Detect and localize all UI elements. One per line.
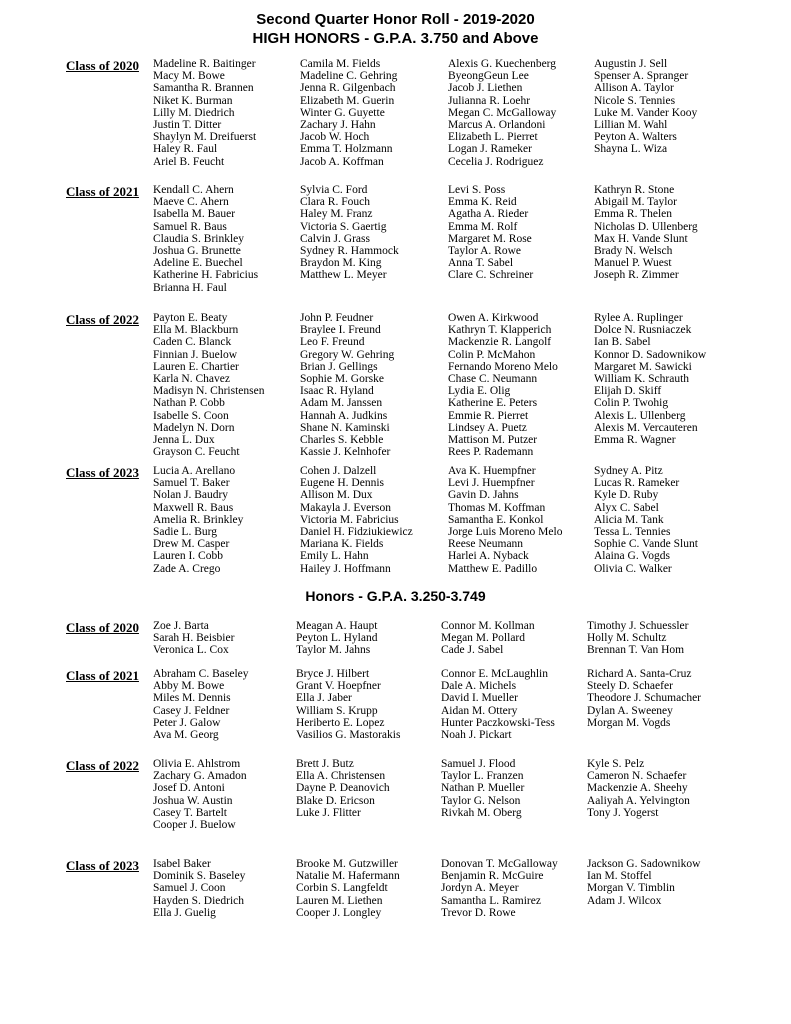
- student-name: Allison M. Dux: [300, 489, 373, 502]
- class-label: Class of 2020: [66, 58, 139, 73]
- student-name: Emma R. Thelen: [594, 208, 673, 221]
- student-name: Max H. Vande Slunt: [594, 232, 688, 245]
- name-column: [448, 465, 562, 575]
- student-name: Richard A. Santa-Cruz: [587, 668, 692, 680]
- student-name: Nolan J. Baudry: [153, 489, 229, 502]
- student-name: Madeline R. Baitinger: [153, 58, 256, 70]
- student-name: Haley M. Franz: [300, 208, 373, 221]
- student-name: Brian J. Gellings: [300, 360, 378, 373]
- student-name: Kyle D. Ruby: [594, 489, 659, 502]
- student-name: Mariana K. Fields: [300, 538, 384, 551]
- student-name: Benjamin R. McGuire: [441, 870, 544, 883]
- student-name: Nathan P. Mueller: [441, 782, 525, 795]
- student-name: Levi J. Huempfner: [448, 477, 535, 490]
- student-name: Chase C. Neumann: [448, 373, 538, 386]
- student-name: Josef D. Antoni: [153, 782, 225, 795]
- honors-heading: Honors - G.P.A. 3.250-3.749: [305, 588, 486, 604]
- student-name: Katherine E. Peters: [448, 397, 538, 410]
- name-column: [296, 620, 377, 657]
- student-name: Veronica L. Cox: [153, 644, 229, 657]
- student-name: Clare C. Schreiner: [448, 269, 534, 282]
- student-name: Sydney A. Pitz: [594, 465, 663, 477]
- student-name: Amelia R. Brinkley: [153, 513, 244, 526]
- student-name: Drew M. Casper: [153, 538, 230, 551]
- student-name: Ella J. Guelig: [153, 906, 216, 919]
- student-name: Shayna L. Wiza: [594, 143, 668, 156]
- student-name: Katherine H. Fabricius: [153, 269, 259, 282]
- student-name: Camila M. Fields: [300, 58, 381, 70]
- student-name: Maeve C. Ahern: [153, 196, 229, 209]
- student-name: William S. Krupp: [296, 704, 378, 717]
- student-name: Caden C. Blanck: [153, 336, 232, 349]
- student-name: Kyle S. Pelz: [587, 758, 645, 770]
- student-name: Justin T. Ditter: [153, 119, 222, 132]
- student-name: Dylan A. Sweeney: [587, 704, 673, 717]
- student-name: Matthew E. Padillo: [448, 562, 538, 575]
- student-name: Allison A. Taylor: [594, 82, 674, 95]
- student-name: Morgan M. Vogds: [587, 716, 671, 729]
- student-name: Donovan T. McGalloway: [441, 858, 558, 870]
- student-name: Macy M. Bowe: [153, 70, 225, 83]
- student-name: Ariel B. Feucht: [153, 155, 225, 168]
- student-name: Abraham C. Baseley: [153, 668, 249, 680]
- student-name: Grayson C. Feucht: [153, 446, 240, 459]
- student-name: Lauren M. Liethen: [296, 894, 383, 907]
- student-name: Niket K. Burman: [153, 94, 233, 107]
- student-name: Blake D. Ericson: [296, 794, 375, 807]
- student-name: Lucia A. Arellano: [153, 465, 236, 477]
- student-name: Brett J. Butz: [296, 758, 354, 770]
- student-name: Tony J. Yogerst: [587, 806, 659, 819]
- student-name: Luke M. Vander Kooy: [594, 106, 698, 119]
- student-name: Joshua W. Austin: [153, 794, 233, 807]
- document-title: Second Quarter Honor Roll - 2019-2020: [256, 11, 535, 28]
- student-name: Isabelle S. Coon: [153, 409, 229, 422]
- student-name: Colin P. Twohig: [594, 397, 669, 410]
- student-name: Samuel J. Flood: [441, 758, 516, 770]
- student-name: Mackenzie R. Langolf: [448, 336, 552, 349]
- student-name: Dominik S. Baseley: [153, 870, 246, 883]
- student-name: Dale A. Michels: [441, 680, 517, 693]
- student-name: Dayne P. Deanovich: [296, 782, 390, 795]
- student-name: Zoe J. Barta: [153, 620, 209, 632]
- name-column: [441, 758, 524, 819]
- student-name: Clara R. Fouch: [300, 196, 370, 209]
- student-name: Madelyn N. Dorn: [153, 421, 235, 434]
- class-label: Class of 2023: [66, 465, 139, 480]
- student-name: Taylor L. Franzen: [441, 770, 524, 783]
- student-name: Peter J. Galow: [153, 716, 221, 729]
- student-name: Sophie M. Gorske: [300, 373, 385, 386]
- class-label: Class of 2022: [66, 312, 139, 327]
- student-name: Luke J. Flitter: [296, 806, 361, 819]
- student-name: Peyton L. Hyland: [296, 632, 378, 645]
- student-name: Alexis G. Kuechenberg: [448, 58, 557, 70]
- student-name: Bryce J. Hilbert: [296, 668, 370, 680]
- student-name: Lydia E. Olig: [448, 385, 511, 398]
- student-name: Lauren E. Chartier: [153, 360, 239, 373]
- student-name: Madeline C. Gehring: [300, 70, 398, 83]
- student-name: Megan C. McGalloway: [448, 106, 557, 119]
- student-name: Hunter Paczkowski-Tess: [441, 716, 555, 729]
- student-name: Matthew L. Meyer: [300, 269, 387, 282]
- student-name: Jackson G. Sadownikow: [587, 858, 701, 870]
- student-name: Ian M. Stoffel: [587, 870, 652, 883]
- student-name: Sarah H. Beisbier: [153, 632, 235, 645]
- student-name: Anna T. Sabel: [448, 257, 514, 270]
- name-column: [594, 465, 698, 575]
- name-column: [300, 312, 394, 458]
- class-label: Class of 2022: [66, 758, 139, 773]
- name-column: [441, 668, 555, 741]
- student-name: Taylor G. Nelson: [441, 794, 521, 807]
- student-name: Alexis M. Vercauteren: [594, 421, 698, 434]
- student-name: Samantha E. Konkol: [448, 513, 544, 526]
- student-name: Jacob W. Hoch: [300, 131, 370, 144]
- student-name: Kathryn T. Klapperich: [448, 324, 552, 337]
- student-name: Owen A. Kirkwood: [448, 312, 539, 324]
- name-column: [153, 668, 249, 741]
- student-name: Victoria M. Fabricius: [300, 513, 399, 526]
- student-name: Timothy J. Schuessler: [587, 620, 689, 632]
- student-name: Joseph R. Zimmer: [594, 269, 679, 282]
- name-column: [153, 858, 245, 919]
- student-name: Margaret M. Sawicki: [594, 360, 692, 373]
- class-label: Class of 2020: [66, 620, 139, 635]
- student-name: Adeline E. Buechel: [153, 257, 243, 270]
- student-name: Jordyn A. Meyer: [441, 882, 519, 895]
- student-name: Noah J. Pickart: [441, 729, 512, 742]
- student-name: John P. Feudner: [300, 312, 374, 324]
- student-name: Madisyn N. Christensen: [153, 385, 265, 398]
- class-label: Class of 2023: [66, 858, 139, 873]
- student-name: Isabella M. Bauer: [153, 208, 236, 221]
- student-name: Taylor A. Rowe: [448, 245, 521, 258]
- student-name: Emma M. Rolf: [448, 220, 518, 233]
- name-column: [153, 312, 264, 458]
- student-name: Karla N. Chavez: [153, 373, 230, 386]
- name-column: [296, 858, 400, 919]
- name-column: [448, 312, 558, 458]
- student-name: Megan M. Pollard: [441, 632, 526, 645]
- student-name: Thomas M. Koffman: [448, 501, 546, 514]
- name-column: [300, 465, 413, 575]
- student-name: Olivia C. Walker: [594, 562, 672, 575]
- student-name: Haley R. Faul: [153, 143, 218, 156]
- student-name: Abigail M. Taylor: [594, 196, 677, 209]
- student-name: Hailey J. Hoffmann: [300, 562, 391, 575]
- student-name: Taylor M. Jahns: [296, 644, 371, 657]
- student-name: Zachary G. Amadon: [153, 770, 247, 783]
- student-name: Alyx C. Sabel: [594, 501, 659, 514]
- student-name: Samantha R. Brannen: [153, 82, 254, 95]
- student-name: Reese Neumann: [448, 538, 524, 551]
- student-name: Leo F. Freund: [300, 336, 365, 349]
- name-column: [153, 184, 258, 294]
- student-name: Sydney R. Hammock: [300, 245, 399, 258]
- student-name: Connor E. McLaughlin: [441, 668, 548, 680]
- student-name: Lillian M. Wahl: [594, 119, 668, 132]
- student-name: Spenser A. Spranger: [594, 70, 689, 83]
- student-name: Charles S. Kebble: [300, 434, 384, 447]
- student-name: Emma R. Wagner: [594, 434, 676, 447]
- student-name: Vasilios G. Mastorakis: [296, 729, 401, 742]
- student-name: Kassie J. Kelnhofer: [300, 446, 391, 459]
- student-name: Daniel H. Fidziukiewicz: [300, 526, 413, 539]
- document-header: [0, 10, 791, 48]
- student-name: Calvin J. Grass: [300, 232, 370, 245]
- student-name: Julianna R. Loehr: [448, 94, 531, 107]
- student-name: Rivkah M. Oberg: [441, 806, 522, 819]
- student-name: Nicholas D. Ullenberg: [594, 220, 698, 233]
- name-column: [153, 465, 243, 575]
- student-name: Levi S. Poss: [448, 184, 506, 196]
- student-name: Alicia M. Tank: [594, 513, 664, 526]
- student-name: Eugene H. Dennis: [300, 477, 384, 490]
- student-name: Cade J. Sabel: [441, 644, 504, 657]
- student-name: Brooke M. Gutzwiller: [296, 858, 398, 870]
- name-column: [300, 58, 397, 168]
- student-name: Samuel T. Baker: [153, 477, 230, 490]
- student-name: Aidan M. Ottery: [441, 704, 518, 717]
- student-name: Ella J. Jaber: [296, 692, 352, 705]
- student-name: Aaliyah A. Yelvington: [587, 794, 690, 807]
- student-name: Nicole S. Tennies: [594, 94, 676, 107]
- student-name: Olivia E. Ahlstrom: [153, 758, 241, 770]
- name-column: [153, 758, 247, 831]
- student-name: Jacob A. Koffman: [300, 155, 384, 168]
- student-name: Nathan P. Cobb: [153, 397, 225, 410]
- student-name: Emily L. Hahn: [300, 550, 369, 563]
- student-name: Brianna H. Faul: [153, 281, 227, 294]
- student-name: Ava K. Huempfner: [448, 465, 536, 477]
- student-name: Cooper J. Buelow: [153, 819, 236, 832]
- student-name: Trevor D. Rowe: [441, 906, 516, 919]
- name-column: [300, 184, 399, 282]
- student-name: Miles M. Dennis: [153, 692, 231, 705]
- student-name: Kendall C. Ahern: [153, 184, 234, 196]
- student-name: Colin P. McMahon: [448, 348, 536, 361]
- student-name: Lilly M. Diedrich: [153, 106, 235, 119]
- student-name: Shaylyn M. Dreifuerst: [153, 131, 257, 144]
- name-column: [587, 620, 689, 657]
- student-name: Maxwell R. Baus: [153, 501, 234, 514]
- student-name: Gavin D. Jahns: [448, 489, 519, 502]
- student-name: Samuel R. Baus: [153, 220, 227, 233]
- student-name: Konnor D. Sadownikow: [594, 348, 707, 361]
- student-name: Rees P. Rademann: [448, 446, 534, 459]
- student-name: Augustin J. Sell: [594, 58, 668, 70]
- student-name: ByeongGeun Lee: [448, 70, 529, 83]
- student-name: Adam M. Janssen: [300, 397, 383, 410]
- student-name: Brady N. Welsch: [594, 245, 673, 258]
- student-name: Braylee I. Freund: [300, 324, 381, 337]
- student-name: Cameron N. Schaefer: [587, 770, 687, 783]
- name-column: [448, 58, 556, 168]
- student-name: Cecelia J. Rodriguez: [448, 155, 544, 168]
- student-name: Sophie C. Vande Slunt: [594, 538, 698, 551]
- name-column: [153, 620, 234, 657]
- student-name: Jacob J. Liethen: [448, 82, 523, 95]
- student-name: Shane N. Kaminski: [300, 421, 390, 434]
- student-name: Mattison M. Putzer: [448, 434, 538, 447]
- student-name: Morgan V. Timblin: [587, 882, 675, 895]
- name-column: [587, 668, 701, 729]
- student-name: Abby M. Bowe: [153, 680, 225, 693]
- student-name: Payton E. Beaty: [153, 312, 228, 324]
- student-name: David I. Mueller: [441, 692, 518, 705]
- student-name: Zade A. Crego: [153, 562, 221, 575]
- name-column: [441, 858, 558, 919]
- student-name: Agatha A. Rieder: [448, 208, 529, 221]
- name-column: [153, 58, 256, 168]
- student-name: Winter G. Guyette: [300, 106, 385, 119]
- student-name: Samuel J. Coon: [153, 882, 226, 895]
- student-name: Elizabeth L. Pierret: [448, 131, 538, 144]
- student-name: Harlei A. Nyback: [448, 550, 529, 563]
- student-name: Adam J. Wilcox: [587, 894, 662, 907]
- student-name: Heriberto E. Lopez: [296, 716, 385, 729]
- student-name: Sadie L. Burg: [153, 526, 217, 539]
- name-column: [448, 184, 533, 282]
- student-name: Ella M. Blackburn: [153, 324, 239, 337]
- student-name: Jenna R. Gilgenbach: [300, 82, 396, 95]
- student-name: Lucas R. Rameker: [594, 477, 680, 490]
- student-name: Jorge Luis Moreno Melo: [448, 526, 563, 539]
- student-name: Lauren I. Cobb: [153, 550, 223, 563]
- student-name: William K. Schrauth: [594, 373, 690, 386]
- student-name: Cooper J. Longley: [296, 906, 382, 919]
- student-name: Logan J. Rameker: [448, 143, 532, 156]
- name-column: [587, 858, 700, 907]
- student-name: Grant V. Hoepfner: [296, 680, 381, 693]
- class-label: Class of 2021: [66, 668, 139, 683]
- student-name: Margaret M. Rose: [448, 232, 532, 245]
- student-name: Makayla J. Everson: [300, 501, 392, 514]
- name-column: [587, 758, 690, 819]
- student-name: Ian B. Sabel: [594, 336, 651, 349]
- student-name: Natalie M. Hafermann: [296, 870, 400, 883]
- student-name: Ava M. Georg: [153, 729, 219, 742]
- student-name: Finnian J. Buelow: [153, 348, 238, 361]
- student-name: Kathryn R. Stone: [594, 184, 675, 196]
- student-name: Mackenzie A. Sheehy: [587, 782, 688, 795]
- student-name: Holly M. Schultz: [587, 632, 667, 645]
- student-name: Victoria S. Gaertig: [300, 220, 387, 233]
- student-name: Gregory W. Gehring: [300, 348, 395, 361]
- student-name: Emmie R. Pierret: [448, 409, 529, 422]
- name-column: [594, 312, 706, 446]
- student-name: Emma T. Holzmann: [300, 143, 393, 156]
- student-name: Braydon M. King: [300, 257, 382, 270]
- student-name: Jenna L. Dux: [153, 434, 215, 447]
- name-column: [594, 58, 697, 156]
- student-name: Claudia S. Brinkley: [153, 232, 245, 245]
- student-name: Manuel P. Wuest: [594, 257, 672, 270]
- student-name: Corbin S. Langfeldt: [296, 882, 388, 895]
- student-name: Hayden S. Diedrich: [153, 894, 245, 907]
- student-name: Zachary J. Hahn: [300, 119, 376, 132]
- student-name: Brennan T. Van Hom: [587, 644, 685, 657]
- student-name: Elizabeth M. Guerin: [300, 94, 395, 107]
- student-name: Peyton A. Walters: [594, 131, 677, 144]
- student-name: Steely D. Schaefer: [587, 680, 673, 693]
- student-name: Ella A. Christensen: [296, 770, 386, 783]
- student-name: Cohen J. Dalzell: [300, 465, 377, 477]
- student-name: Elijah D. Skiff: [594, 385, 662, 398]
- student-name: Hannah A. Judkins: [300, 409, 388, 422]
- name-column: [594, 184, 698, 282]
- student-name: Isabel Baker: [153, 858, 211, 870]
- student-name: Joshua G. Brunette: [153, 245, 241, 258]
- student-name: Tessa L. Tennies: [594, 526, 671, 539]
- name-column: [441, 620, 535, 657]
- class-label: Class of 2021: [66, 184, 139, 199]
- student-name: Alexis L. Ullenberg: [594, 409, 686, 422]
- student-name: Fernando Moreno Melo: [448, 360, 558, 373]
- student-name: Marcus A. Orlandoni: [448, 119, 546, 132]
- student-name: Emma K. Reid: [448, 196, 517, 209]
- name-column: [296, 668, 400, 741]
- student-name: Alaina G. Vogds: [594, 550, 670, 563]
- student-name: Casey T. Bartelt: [153, 806, 227, 819]
- name-column: [296, 758, 390, 819]
- student-name: Theodore J. Schumacher: [587, 692, 702, 705]
- student-name: Rylee A. Ruplinger: [594, 312, 683, 324]
- student-name: Samantha L. Ramirez: [441, 894, 541, 907]
- student-name: Sylvia C. Ford: [300, 184, 368, 196]
- student-name: Connor M. Kollman: [441, 620, 535, 632]
- student-name: Meagan A. Haupt: [296, 620, 378, 632]
- student-name: Isaac R. Hyland: [300, 385, 374, 398]
- student-name: Lindsey A. Puetz: [448, 421, 527, 434]
- student-name: Dolce N. Rusniaczek: [594, 324, 692, 337]
- student-name: Casey J. Feldner: [153, 704, 230, 717]
- high-honors-heading: HIGH HONORS - G.P.A. 3.750 and Above: [252, 30, 539, 47]
